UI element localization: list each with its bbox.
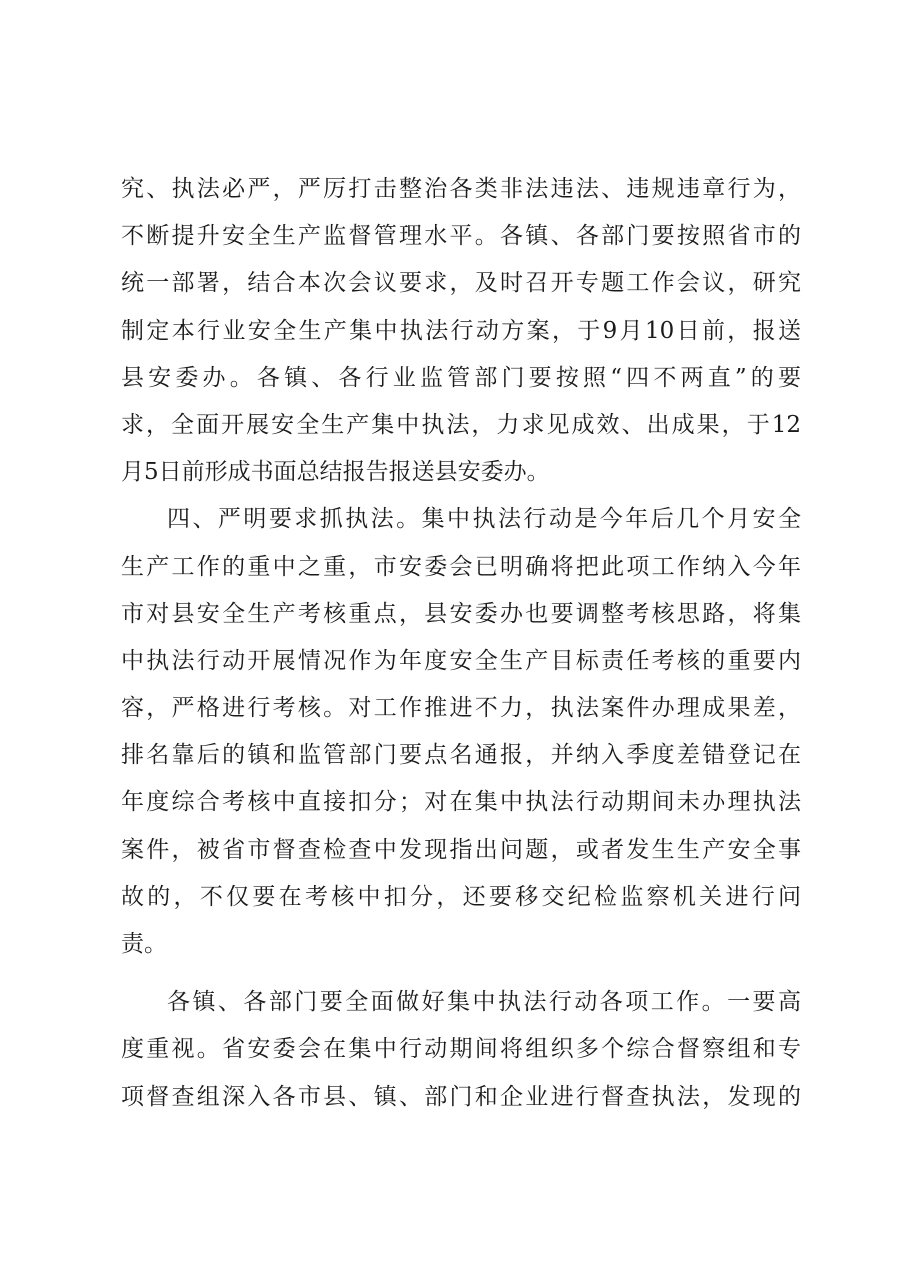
- text-line: 项督查组深入各市县、镇、部门和企业进行督查执法，发现的: [121, 1083, 801, 1110]
- paragraph-section-four: [121, 496, 801, 968]
- text-line: 责。: [121, 931, 167, 957]
- text-line: 度重视。省安委会在集中行动期间将组织多个综合督察组和专: [121, 1036, 801, 1063]
- text-line: 年度综合考核中直接扣分；对在集中执法行动期间未办理执法: [121, 789, 801, 816]
- text-line: 不断提升安全生产监督管理水平。各镇、各部门要按照省市的: [121, 223, 801, 250]
- text-line: 排名靠后的镇和监管部门要点名通报，并纳入季度差错登记在: [121, 742, 801, 769]
- text-line: 各镇、各部门要全面做好集中执法行动各项工作。一要高: [167, 989, 801, 1016]
- text-line: 制定本行业安全生产集中执法行动方案，于9月10日前，报送: [121, 317, 801, 344]
- paragraph-continuation: [121, 166, 801, 496]
- text-line: 究、执法必严，严厉打击整治各类非法违法、违规违章行为，: [121, 176, 801, 202]
- text-line: 中执法行动开展情况作为年度安全生产目标责任考核的重要内: [121, 647, 801, 674]
- paragraph-spacer: [121, 968, 801, 979]
- text-line: 故的，不仅要在考核中扣分，还要移交纪检监察机关进行问: [121, 883, 801, 910]
- paragraph-work-requirements: [121, 979, 801, 1121]
- text-line: 统一部署，结合本次会议要求，及时召开专题工作会议，研究: [121, 270, 801, 297]
- text-line: 市对县安全生产考核重点，县安委办也要调整考核思路，将集: [121, 600, 801, 627]
- text-line: 容，严格进行考核。对工作推进不力，执法案件办理成果差，: [121, 695, 801, 722]
- text-line: 案件，被省市督查检查中发现指出问题，或者发生生产安全事: [121, 836, 801, 863]
- text-line: 生产工作的重中之重，市安委会已明确将把此项工作纳入今年: [121, 553, 801, 580]
- text-line: 四、严明要求抓执法。集中执法行动是今年后几个月安全: [167, 506, 801, 533]
- text-line: 县安委办。各镇、各行业监管部门要按照“四不两直”的要: [121, 364, 801, 391]
- text-line: 月5日前形成书面总结报告报送县安委办。: [121, 459, 550, 486]
- document-body: [121, 166, 801, 1121]
- text-line: 求，全面开展安全生产集中执法，力求见成效、出成果，于12: [121, 411, 801, 438]
